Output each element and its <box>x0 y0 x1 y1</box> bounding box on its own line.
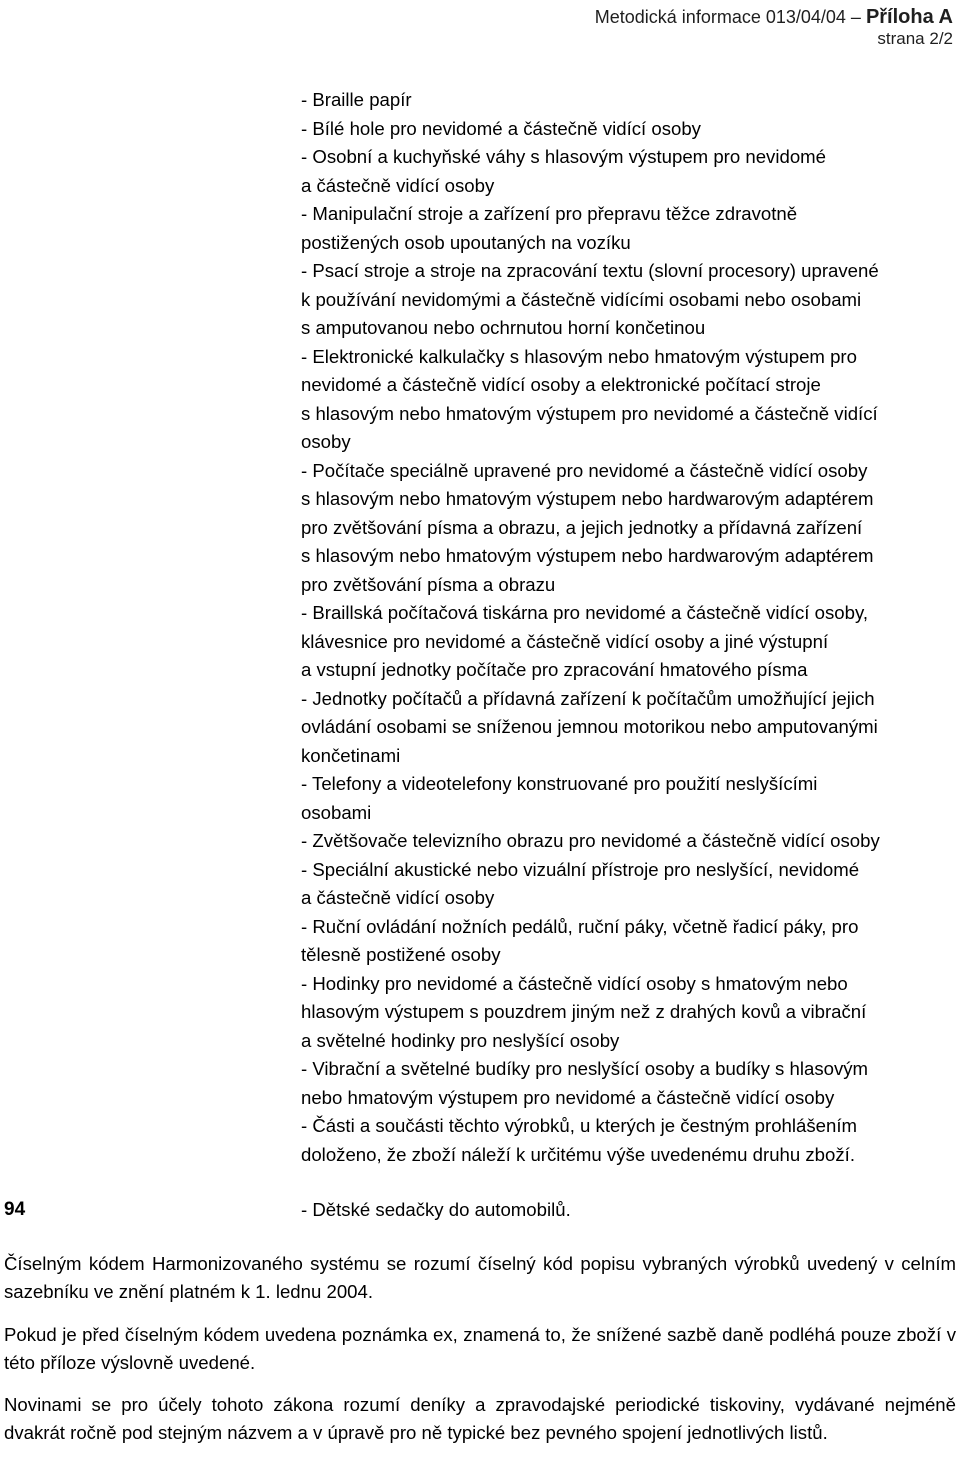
header-annex: Příloha A <box>865 6 953 28</box>
list-line: končetinami <box>301 744 401 766</box>
item-list <box>301 86 955 1169</box>
list-line: - Hodinky pro nevidomé a částečně vidící osoby s hmatovým nebo <box>301 972 848 994</box>
list-line: s hlasovým nebo hmatovým výstupem nebo hardwarovým adaptérem <box>301 488 874 509</box>
list-line: - Speciální akustické nebo vizuální přístroje pro neslyšící, nevidomé <box>301 858 860 880</box>
list-line: osoby <box>301 431 351 452</box>
list-line: pro zvětšování písma a obrazu, a jejich jednotky a přídavná zařízení <box>301 516 863 538</box>
list-line: ovládání osobami se sníženou jemnou motorikou nebo amputovanými <box>301 716 878 737</box>
list-line: osobami <box>301 801 372 823</box>
list-line: nevidomé a částečně vidící osoby a elektronické počítací stroje <box>301 374 821 395</box>
list-line: - Jednotky počítačů a přídavná zařízení k počítačům umožňující jejich <box>301 687 875 709</box>
list-line: - Braillská počítačová tiskárna pro nevidomé a částečně vidící osoby, <box>301 602 869 623</box>
list-line: - Části a součásti těchto výrobků, u kterých je čestným prohlášením <box>301 1115 857 1136</box>
list-line: pro zvětšování písma a obrazu <box>301 573 556 595</box>
list-line: k používání nevidomými a částečně vidícími osobami nebo osobami <box>301 288 862 310</box>
list-line: klávesnice pro nevidomé a částečně vidící osoby a jiné výstupní <box>301 630 829 652</box>
header-doc-ref: Metodická informace 013/04/04 – <box>594 7 866 27</box>
list-line: s hlasovým nebo hmatovým výstupem pro nevidomé a částečně vidící <box>301 402 878 424</box>
paragraph-ex-note: Pokud je před číselným kódem uvedena poznámka ex, znamená to, že snížené sazbě daně podléhá pouze zboží v této příloze výslovně uvedené. <box>4 1324 956 1373</box>
paragraph-newspapers-definition: Novinami se pro účely tohoto zákona rozumí deníky a zpravodajské periodické tiskoviny, vydávané nejméně dvakrát ročně pod stejným názvem a v úpravě pro ně typické bez pevného spojení jednotlivých listů. <box>4 1394 956 1443</box>
list-line: nebo hmatovým výstupem pro nevidomé a částečně vidící osoby <box>301 1086 835 1108</box>
header-page-number: strana 2/2 <box>877 29 953 48</box>
list-line: tělesně postižené osoby <box>301 944 501 965</box>
list-line: a vstupní jednotky počítače pro zpracování hmatového písma <box>301 659 808 680</box>
list-line: doloženo, že zboží náleží k určitému výše uvedenému druhu zboží. <box>301 1143 855 1165</box>
list-item-last: - Dětské sedačky do automobilů. <box>301 1199 571 1220</box>
list-line: - Počítače speciálně upravené pro nevidomé a částečně vidící osoby <box>301 459 868 481</box>
list-line: - Telefony a videotelefony konstruované pro použití neslyšícími <box>301 773 818 794</box>
list-line: - Zvětšovače televizního obrazu pro nevidomé a částečně vidící osoby <box>301 830 880 851</box>
list-line: a částečně vidící osoby <box>301 887 495 908</box>
list-line: - Vibrační a světelné budíky pro neslyšící osoby a budíky s hlasovým <box>301 1058 869 1079</box>
header-doc-line <box>595 6 953 28</box>
list-line: - Manipulační stroje a zařízení pro přepravu těžce zdravotně <box>301 203 798 224</box>
list-line: - Elektronické kalkulačky s hlasovým nebo hmatovým výstupem pro <box>301 345 857 367</box>
list-line: s hlasovým nebo hmatovým výstupem nebo hardwarovým adaptérem <box>301 545 874 566</box>
list-line: - Psací stroje a stroje na zpracování textu (slovní procesory) upravené <box>301 260 879 281</box>
list-line: - Osobní a kuchyňské váhy s hlasovým výstupem pro nevidomé <box>301 146 826 167</box>
list-line: s amputovanou nebo ochrnutou horní končetinou <box>301 317 706 338</box>
page-header <box>595 6 953 50</box>
list-line: a částečně vidící osoby <box>301 174 495 196</box>
list-line: postižených osob upoutaných na vozíku <box>301 231 631 253</box>
list-line: a světelné hodinky pro neslyšící osoby <box>301 1029 620 1051</box>
code-number: 94 <box>4 1199 26 1220</box>
list-line: - Ruční ovládání nožních pedálů, ruční páky, včetně řadicí páky, pro <box>301 915 859 937</box>
paragraph-harmonized-code: Číselným kódem Harmonizovaného systému se rozumí číselný kód popisu vybraných výrobků uvedený v celním sazebníku ve znění platném k 1. lednu 2004. <box>4 1253 956 1302</box>
list-line: - Bílé hole pro nevidomé a částečně vidící osoby <box>301 117 701 139</box>
list-line: hlasovým výstupem s pouzdrem jiným než z drahých kovů a vibrační <box>301 1001 867 1022</box>
list-line: - Braille papír <box>301 89 412 110</box>
